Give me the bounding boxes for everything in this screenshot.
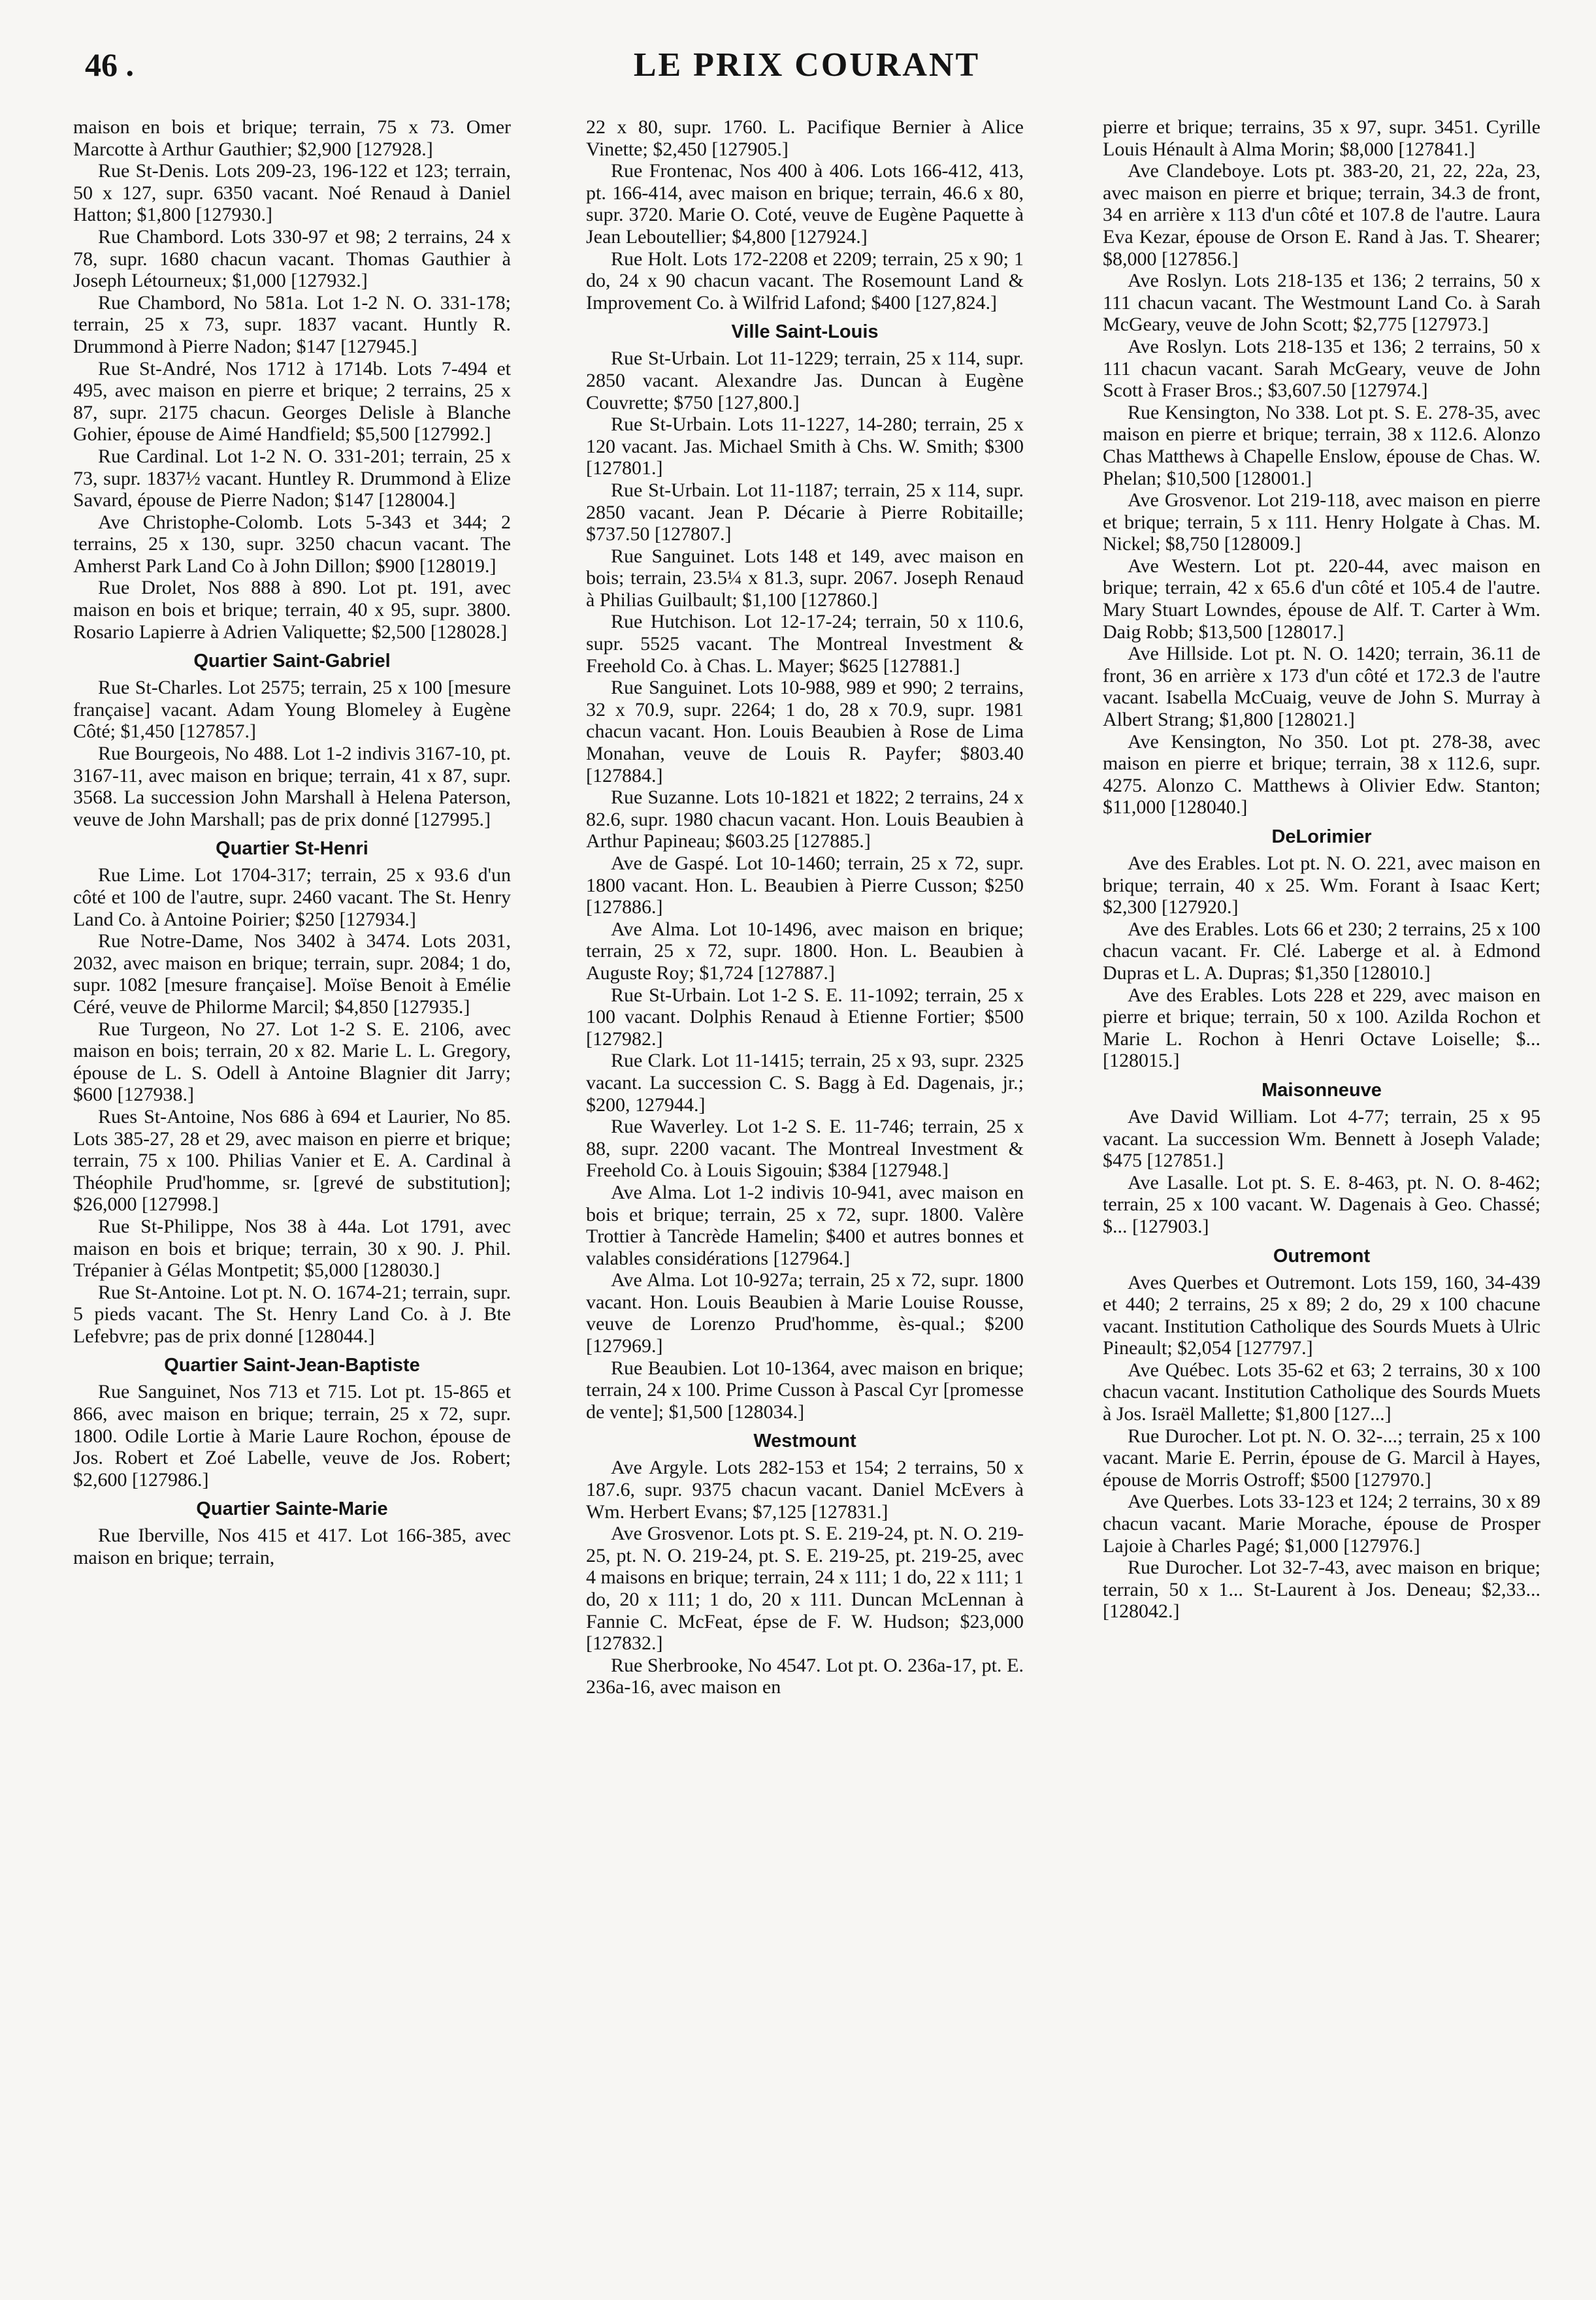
property-transaction-entry: Rue Holt. Lots 172-2208 et 2209; terrain, 25 x 90; 1 do, 24 x 90 chacun vacant. The Rosemount Land & Improvement Co. à Wilfrid Lafond; $400 [127,824.] bbox=[586, 248, 1024, 314]
property-transaction-entry: Ave Alma. Lot 1-2 indivis 10-941, avec maison en bois et brique; terrain, 25 x 72, supr. 1800. Valère Trottier à Tancrède Hamelin; $400 et autres bonnes et valables considérations [127964.] bbox=[586, 1181, 1024, 1269]
property-transaction-entry: Ave Querbes. Lots 33-123 et 124; 2 terrains, 30 x 89 chacun vacant. Marie Morache, épouse de Prosper Lajoie à Charles Pagé; $1,000 [127976.] bbox=[1103, 1491, 1540, 1557]
section-heading: Quartier Sainte-Marie bbox=[196, 1498, 388, 1520]
page-number: 46 . bbox=[85, 46, 134, 83]
property-transaction-entry: Ave des Erables. Lots 228 et 229, avec maison en pierre et brique; terrain, 50 x 100. Azilda Rochon et Marie L. Rochon à Henri Octave Loiselle; $... [128015.] bbox=[1103, 984, 1540, 1072]
column-3 bbox=[1103, 116, 1540, 2272]
section-heading: DeLorimier bbox=[1271, 826, 1372, 847]
property-transaction-entry: Rue Drolet, Nos 888 à 890. Lot pt. 191, avec maison en bois et brique; terrain, 40 x 95, supr. 3800. Rosario Lapierre à Adrien Valiquette; $2,500 [128028.] bbox=[73, 577, 511, 643]
property-transaction-entry: Aves Querbes et Outremont. Lots 159, 160, 34-439 et 440; 2 terrains, 25 x 89; 2 do, 29 x 100 chacune vacant. Institution Catholique des Sourds Muets à Ulric Pineault; $2,054 [127797.] bbox=[1103, 1271, 1540, 1359]
property-transaction-entry: Rue Sherbrooke, No 4547. Lot pt. O. 236a-17, pt. E. 236a-16, avec maison en bbox=[586, 1654, 1024, 1698]
property-transaction-entry: Ave Québec. Lots 35-62 et 63; 2 terrains, 30 x 100 chacun vacant. Institution Catholique des Sourds Muets à Jos. Israël Mallette; $1,800 [127...] bbox=[1103, 1359, 1540, 1425]
section-heading: Quartier Saint-Jean-Baptiste bbox=[164, 1355, 420, 1376]
property-transaction-entry: Ave David William. Lot 4-77; terrain, 25 x 95 vacant. La succession Wm. Bennett à Joseph Valade; $475 [127851.] bbox=[1103, 1105, 1540, 1172]
property-transaction-entry: Ave Grosvenor. Lot 219-118, avec maison en pierre et brique; terrain, 5 x 111. Henry Holgate à Chas. M. Nickel; $8,750 [128009.] bbox=[1103, 489, 1540, 555]
property-transaction-entry: Rue St-Denis. Lots 209-23, 196-122 et 123; terrain, 50 x 127, supr. 6350 vacant. Noé Renaud à Daniel Hatton; $1,800 [127930.] bbox=[73, 160, 511, 226]
property-transaction-entry: Ave des Erables. Lot pt. N. O. 221, avec maison en brique; terrain, 40 x 25. Wm. Forant à Isaac Kert; $2,300 [127920.] bbox=[1103, 852, 1540, 918]
property-transaction-entry: Ave Argyle. Lots 282-153 et 154; 2 terrains, 50 x 187.6, supr. 9375 chacun vacant. Daniel McEvers à Wm. Herbert Evans; $7,125 [127831.] bbox=[586, 1457, 1024, 1523]
column-2 bbox=[586, 116, 1024, 2272]
journal-title: LE PRIX COURANT bbox=[633, 46, 981, 84]
property-transaction-entry: Rue St-Urbain. Lots 11-1227, 14-280; terrain, 25 x 120 vacant. Jas. Michael Smith à Chs. W. Smith; $300 [127801.] bbox=[586, 413, 1024, 479]
property-transaction-entry: pierre et brique; terrains, 35 x 97, supr. 3451. Cyrille Louis Hénault à Alma Morin; $8,000 [127841.] bbox=[1103, 116, 1540, 160]
property-transaction-entry: Rue Lime. Lot 1704-317; terrain, 25 x 93.6 d'un côté et 100 de l'autre, supr. 2460 vacant. The St. Henry Land Co. à Antoine Poirier; $250 [127934.] bbox=[73, 864, 511, 930]
property-transaction-entry: Rue Chambord, No 581a. Lot 1-2 N. O. 331-178; terrain, 25 x 73, supr. 1837 vacant. Huntly R. Drummond à Pierre Nadon; $147 [127945.] bbox=[73, 291, 511, 357]
property-transaction-entry: Ave Western. Lot pt. 220-44, avec maison en brique; terrain, 42 x 65.6 d'un côté et 105.4 de l'autre. Mary Stuart Lowndes, épouse de Alf. T. Carter à Wm. Daig Robb; $13,500 [128017.] bbox=[1103, 555, 1540, 643]
property-transaction-entry: Rue Sanguinet. Lots 148 et 149, avec maison en bois; terrain, 23.5¼ x 81.3, supr. 2067. Joseph Renaud à Philias Guilbault; $1,100 [127860.] bbox=[586, 545, 1024, 611]
property-transaction-entry: Rue Waverley. Lot 1-2 S. E. 11-746; terrain, 25 x 88, supr. 2200 vacant. The Montreal Investment & Freehold Co. à Louis Sigouin; $384 [127948.] bbox=[586, 1116, 1024, 1182]
property-transaction-entry: Ave des Erables. Lots 66 et 230; 2 terrains, 25 x 100 chacun vacant. Fr. Clé. Laberge et al. à Edmond Dupras et L. A. Dupras; $1,350 [128010.] bbox=[1103, 918, 1540, 984]
property-transaction-entry: Rue Suzanne. Lots 10-1821 et 1822; 2 terrains, 24 x 82.6, supr. 1980 chacun vacant. Hon. Louis Beaubien à Arthur Papineau; $603.25 [127885.] bbox=[586, 786, 1024, 852]
property-transaction-entry: Ave Kensington, No 350. Lot pt. 278-38, avec maison en pierre et brique; terrain, 38 x 112.6, supr. 4275. Alonzo C. Matthews à Olivier Edw. Stanton; $11,000 [128040.] bbox=[1103, 730, 1540, 818]
property-transaction-entry: Ave Roslyn. Lots 218-135 et 136; 2 terrains, 50 x 111 chacun vacant. The Westmount Land Co. à Sarah McGeary, veuve de John Scott; $2,775 [127973.] bbox=[1103, 270, 1540, 336]
property-transaction-entry: Rue St-Philippe, Nos 38 à 44a. Lot 1791, avec maison en bois et brique; terrain, 30 x 90. J. Phil. Trépanier à Gélas Montpetit; $5,000 [128030.] bbox=[73, 1215, 511, 1282]
section-heading: Ville Saint-Louis bbox=[731, 321, 879, 343]
property-transaction-entry: Rue Chambord. Lots 330-97 et 98; 2 terrains, 24 x 78, supr. 1680 chacun vacant. Thomas Gauthier à Joseph Létourneux; $1,000 [127932.] bbox=[73, 225, 511, 292]
property-transaction-entry: Ave Hillside. Lot pt. N. O. 1420; terrain, 36.11 de front, 36 en arrière x 173 d'un côté et 172.3 de l'autre vacant. Isabella McCuaig, veuve de John S. Murray à Albert Strang; $1,800 [128021.] bbox=[1103, 643, 1540, 731]
property-transaction-entry: Rue Frontenac, Nos 400 à 406. Lots 166-412, 413, pt. 166-414, avec maison en brique; terrain, 46.6 x 80, supr. 3720. Marie O. Coté, veuve de Eugène Paquette à Jean Leboutellier; $4,800 [127924.] bbox=[586, 160, 1024, 248]
property-transaction-entry: Ave Alma. Lot 10-927a; terrain, 25 x 72, supr. 1800 vacant. Hon. Louis Beaubien à Marie Louise Rousse, veuve de Lorenzo Prud'homme, ès-qual.; $200 [127969.] bbox=[586, 1269, 1024, 1357]
property-transaction-entry: Ave Christophe-Colomb. Lots 5-343 et 344; 2 terrains, 25 x 130, supr. 3250 chacun vacant. The Amherst Park Land Co à John Dillon; $900 [128019.] bbox=[73, 511, 511, 577]
property-transaction-entry: Rue St-Charles. Lot 2575; terrain, 25 x 100 [mesure française] vacant. Adam Young Blomeley à Eugène Côté; $1,450 [127857.] bbox=[73, 677, 511, 743]
property-transaction-entry: Rue St-Antoine. Lot pt. N. O. 1674-21; terrain, supr. 5 pieds vacant. The St. Henry Land Co. à J. Bte Lefebvre; pas de prix donné [128044.] bbox=[73, 1281, 511, 1347]
section-heading: Outremont bbox=[1273, 1245, 1371, 1267]
page-header bbox=[85, 46, 1529, 98]
property-transaction-entry: Rue St-André, Nos 1712 à 1714b. Lots 7-494 et 495, avec maison en pierre et brique; 2 terrains, 25 x 87, supr. 2175 chacun. Georges Delisle à Blanche Gohier, épouse de Aimé Handfield; $5,500 [127992.] bbox=[73, 357, 511, 445]
property-transaction-entry: Rue Sanguinet. Lots 10-988, 989 et 990; 2 terrains, 32 x 70.9, supr. 2264; 1 do, 28 x 70.9, supr. 1981 chacun vacant. Hon. Louis Beaubien à Rose de Lima Monahan, veuve de Louis R. Payfer; $803.40 [127884.] bbox=[586, 677, 1024, 786]
property-transaction-entry: Ave Lasalle. Lot pt. S. E. 8-463, pt. N. O. 8-462; terrain, 25 x 100 vacant. W. Dagenais à Geo. Chassé; $... [127903.] bbox=[1103, 1171, 1540, 1237]
property-transaction-entry: Rue St-Urbain. Lot 11-1187; terrain, 25 x 114, supr. 2850 vacant. Jean P. Décarie à Pierre Robitaille; $737.50 [127807.] bbox=[586, 479, 1024, 545]
property-transaction-entry: Ave de Gaspé. Lot 10-1460; terrain, 25 x 72, supr. 1800 vacant. Hon. L. Beaubien à Pierre Cusson; $250 [127886.] bbox=[586, 852, 1024, 918]
property-transaction-entry: Rue St-Urbain. Lot 11-1229; terrain, 25 x 114, supr. 2850 vacant. Alexandre Jas. Duncan à Eugène Couvrette; $750 [127,800.] bbox=[586, 348, 1024, 413]
property-transaction-entry: Ave Clandeboye. Lots pt. 383-20, 21, 22, 22a, 23, avec maison en pierre et brique; terrain, 34.3 de front, 34 en arrière x 113 d'un côté et 107.8 de l'autre. Laura Eva Kezar, épouse de Orson E. Rand à Jas. T. Shearer; $8,000 [127856.] bbox=[1103, 160, 1540, 270]
property-transaction-entry: Rues St-Antoine, Nos 686 à 694 et Laurier, No 85. Lots 385-27, 28 et 29, avec maison en pierre et brique; terrain, 75 x 100. Philias Vanier et E. A. Cardinal à Théophile Prud'homme, sr. [grevé de substitution]; $26,000 [127998.] bbox=[73, 1105, 511, 1216]
section-heading: Westmount bbox=[753, 1431, 856, 1452]
column-1 bbox=[73, 116, 511, 2272]
property-transaction-entry: Rue Beaubien. Lot 10-1364, avec maison en brique; terrain, 24 x 100. Prime Cusson à Pascal Cyr [promesse de vente]; $1,500 [128034.] bbox=[586, 1357, 1024, 1423]
section-heading: Maisonneuve bbox=[1262, 1079, 1382, 1101]
property-transaction-entry: Rue Iberville, Nos 415 et 417. Lot 166-385, avec maison en brique; terrain, bbox=[73, 1525, 511, 1569]
property-transaction-entry: Rue Hutchison. Lot 12-17-24; terrain, 50 x 110.6, supr. 5525 vacant. The Montreal Investment & Freehold Co. à Chas. L. Mayer; $625 [127881.] bbox=[586, 611, 1024, 677]
property-transaction-entry: Ave Roslyn. Lots 218-135 et 136; 2 terrains, 50 x 111 chacun vacant. Sarah McGeary, veuve de John Scott à Fraser Bros.; $3,607.50 [127974.] bbox=[1103, 335, 1540, 402]
property-transaction-entry: Rue Kensington, No 338. Lot pt. S. E. 278-35, avec maison en pierre et brique; terrain, 38 x 112.6. Alonzo Chas Matthews à Chapelle Enslow, épouse de Chas. W. Phelan; $10,500 [128001.] bbox=[1103, 401, 1540, 489]
property-transaction-entry: Rue Sanguinet, Nos 713 et 715. Lot pt. 15-865 et 866, avec maison en brique; terrain, 25 x 72, supr. 1800. Odile Lortie à Marie Laure Rochon, épouse de Jos. Robert et Zoé Labelle, veuve de Jos. Robert; $2,600 [127986.] bbox=[73, 1381, 511, 1491]
property-transaction-entry: Ave Grosvenor. Lots pt. S. E. 219-24, pt. N. O. 219-25, pt. N. O. 219-24, pt. S. E. 219-25, pt. 219-25, avec 4 maisons en brique; terrain, 24 x 111; 1 do, 22 x 111; 1 do, 20 x 111; 1 do, 20 x 111. Duncan McLennan à Fannie C. McFeat, épse de F. W. Hudson; $23,000 [127832.] bbox=[586, 1523, 1024, 1655]
property-transaction-entry: Rue Durocher. Lot 32-7-43, avec maison en brique; terrain, 50 x 1... St-Laurent à Jos. Deneau; $2,33... [128042.] bbox=[1103, 1557, 1540, 1623]
property-transaction-entry: Rue Notre-Dame, Nos 3402 à 3474. Lots 2031, 2032, avec maison en brique; terrain, supr. 2084; 1 do, supr. 1082 [mesure française]. Moïse Benoit à Emélie Céré, veuve de Philorme Marcil; $4,850 [127935.] bbox=[73, 930, 511, 1018]
property-transaction-entry: Rue St-Urbain. Lot 1-2 S. E. 11-1092; terrain, 25 x 100 vacant. Dolphis Renaud à Etienne Fortier; $500 [127982.] bbox=[586, 984, 1024, 1050]
property-transaction-entry: Rue Bourgeois, No 488. Lot 1-2 indivis 3167-10, pt. 3167-11, avec maison en brique; terrain, 41 x 87, supr. 3568. La succession John Marshall à Helena Paterson, veuve de John Marshall; pas de prix donné [127995.] bbox=[73, 743, 511, 830]
property-transaction-entry: maison en bois et brique; terrain, 75 x 73. Omer Marcotte à Arthur Gauthier; $2,900 [127928.] bbox=[73, 116, 511, 160]
property-transaction-entry: Rue Clark. Lot 11-1415; terrain, 25 x 93, supr. 2325 vacant. La succession C. S. Bagg à Ed. Dagenais, jr.; $200, 127944.] bbox=[586, 1050, 1024, 1116]
property-transaction-entry: Rue Durocher. Lot pt. N. O. 32-...; terrain, 25 x 100 vacant. Marie E. Perrin, épouse de G. Marcil à Hayes, épouse de Morris Ostroff; $500 [127970.] bbox=[1103, 1425, 1540, 1491]
property-transaction-entry: Rue Cardinal. Lot 1-2 N. O. 331-201; terrain, 25 x 73, supr. 1837½ vacant. Huntley R. Drummond à Elize Savard, épouse de Pierre Nadon; $147 [128004.] bbox=[73, 445, 511, 511]
property-transaction-entry: 22 x 80, supr. 1760. L. Pacifique Bernier à Alice Vinette; $2,450 [127905.] bbox=[586, 116, 1024, 160]
section-heading: Quartier St-Henri bbox=[216, 838, 368, 860]
property-transaction-entry: Rue Turgeon, No 27. Lot 1-2 S. E. 2106, avec maison en bois; terrain, 20 x 82. Marie L. L. Gregory, épouse de L. S. Odell à Antoine Blagnier dit Jarry; $600 [127938.] bbox=[73, 1018, 511, 1106]
section-heading: Quartier Saint-Gabriel bbox=[193, 651, 391, 672]
property-transaction-entry: Ave Alma. Lot 10-1496, avec maison en brique; terrain, 25 x 72, supr. 1800. Hon. L. Beaubien à Auguste Roy; $1,724 [127887.] bbox=[586, 918, 1024, 984]
